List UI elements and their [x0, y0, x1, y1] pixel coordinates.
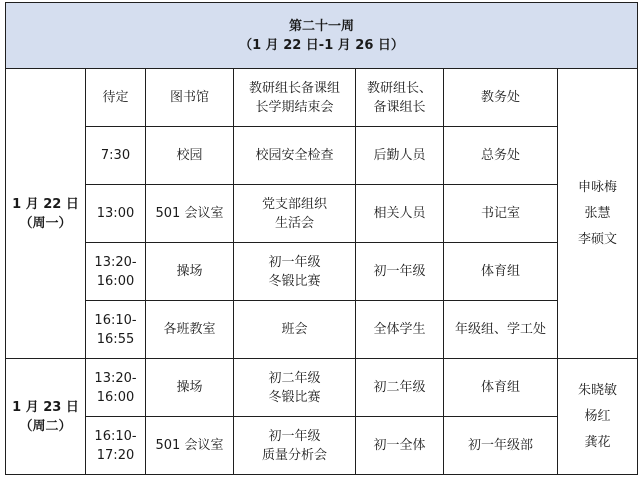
table-row	[6, 127, 638, 185]
time-cell	[86, 417, 146, 475]
table-row	[6, 417, 638, 475]
time-cell	[86, 359, 146, 417]
participants-cell: 初二年级	[356, 359, 444, 417]
time-line: 16:10-	[94, 312, 137, 328]
dept-cell: 教务处	[444, 69, 558, 127]
day-weekday: （周二）	[19, 418, 72, 434]
dept-cell: 年级组、学工处	[444, 301, 558, 359]
participants-line: 备课组长	[373, 99, 426, 115]
participants-line: 教研组长、	[366, 80, 432, 96]
schedule-table	[5, 2, 638, 475]
table-row	[6, 243, 638, 301]
participants-cell	[356, 69, 444, 127]
place-cell: 操场	[146, 359, 234, 417]
content-cell: 班会	[234, 301, 356, 359]
duty-person: 朱晓敏	[578, 382, 618, 398]
content-cell	[234, 69, 356, 127]
place-cell: 501 会议室	[146, 185, 234, 243]
time-cell: 13:00	[86, 185, 146, 243]
time-line: 17:20	[96, 447, 135, 463]
place-cell: 501 会议室	[146, 417, 234, 475]
content-line: 教研组长备课组	[248, 80, 340, 96]
day-date: 1 月 23 日	[12, 399, 79, 415]
duty-person: 龚花	[584, 434, 611, 450]
duty-people-cell	[558, 69, 638, 359]
time-cell	[86, 301, 146, 359]
time-line: 16:10-	[94, 428, 137, 444]
dept-cell: 体育组	[444, 243, 558, 301]
time-text: 待定	[102, 90, 129, 105]
content-cell	[234, 359, 356, 417]
time-line: 16:55	[96, 331, 135, 347]
participants-cell: 全体学生	[356, 301, 444, 359]
content-line: 初一年级	[268, 428, 321, 444]
content-line: 长学期结束会	[255, 99, 334, 115]
place-cell: 校园	[146, 127, 234, 185]
content-line: 冬锻比赛	[268, 273, 321, 289]
content-cell	[234, 185, 356, 243]
day-date: 1 月 22 日	[12, 196, 79, 212]
table-row	[6, 301, 638, 359]
time-line: 13:20-	[94, 254, 137, 270]
day-date-cell	[6, 359, 86, 475]
week-header	[6, 3, 638, 69]
content-cell	[234, 417, 356, 475]
dept-cell: 书记室	[444, 185, 558, 243]
day-date-cell	[6, 69, 86, 359]
week-title: 第二十一周	[289, 18, 355, 34]
content-line: 初二年级	[268, 370, 321, 386]
participants-cell: 初一年级	[356, 243, 444, 301]
content-line: 质量分析会	[261, 447, 327, 463]
duty-person: 李硕文	[578, 231, 618, 247]
schedule-sheet	[5, 2, 638, 475]
duty-person: 申咏梅	[578, 179, 618, 195]
content-cell	[234, 243, 356, 301]
content-line: 冬锻比赛	[268, 389, 321, 405]
place-cell: 图书馆	[146, 69, 234, 127]
week-date-range: （1 月 22 日-1 月 26 日）	[239, 37, 404, 53]
time-line: 16:00	[96, 273, 135, 289]
duty-people-cell	[558, 359, 638, 475]
participants-cell: 后勤人员	[356, 127, 444, 185]
dept-cell: 初一年级部	[444, 417, 558, 475]
table-row	[6, 185, 638, 243]
time-line: 16:00	[96, 389, 135, 405]
dept-cell: 总务处	[444, 127, 558, 185]
content-line: 初一年级	[268, 254, 321, 270]
dept-cell: 体育组	[444, 359, 558, 417]
table-row	[6, 69, 638, 127]
content-line: 党支部组织	[261, 196, 327, 212]
time-cell	[86, 243, 146, 301]
participants-cell: 初一全体	[356, 417, 444, 475]
participants-cell: 相关人员	[356, 185, 444, 243]
content-line: 生活会	[274, 215, 314, 231]
time-line: 13:20-	[94, 370, 137, 386]
place-cell: 操场	[146, 243, 234, 301]
duty-person: 张慧	[584, 205, 611, 221]
day-weekday: （周一）	[19, 215, 72, 231]
table-row	[6, 359, 638, 417]
place-cell: 各班教室	[146, 301, 234, 359]
time-cell: 7:30	[86, 127, 146, 185]
header-row	[6, 3, 638, 69]
content-cell: 校园安全检查	[234, 127, 356, 185]
duty-person: 杨红	[584, 408, 611, 424]
time-cell	[86, 69, 146, 127]
